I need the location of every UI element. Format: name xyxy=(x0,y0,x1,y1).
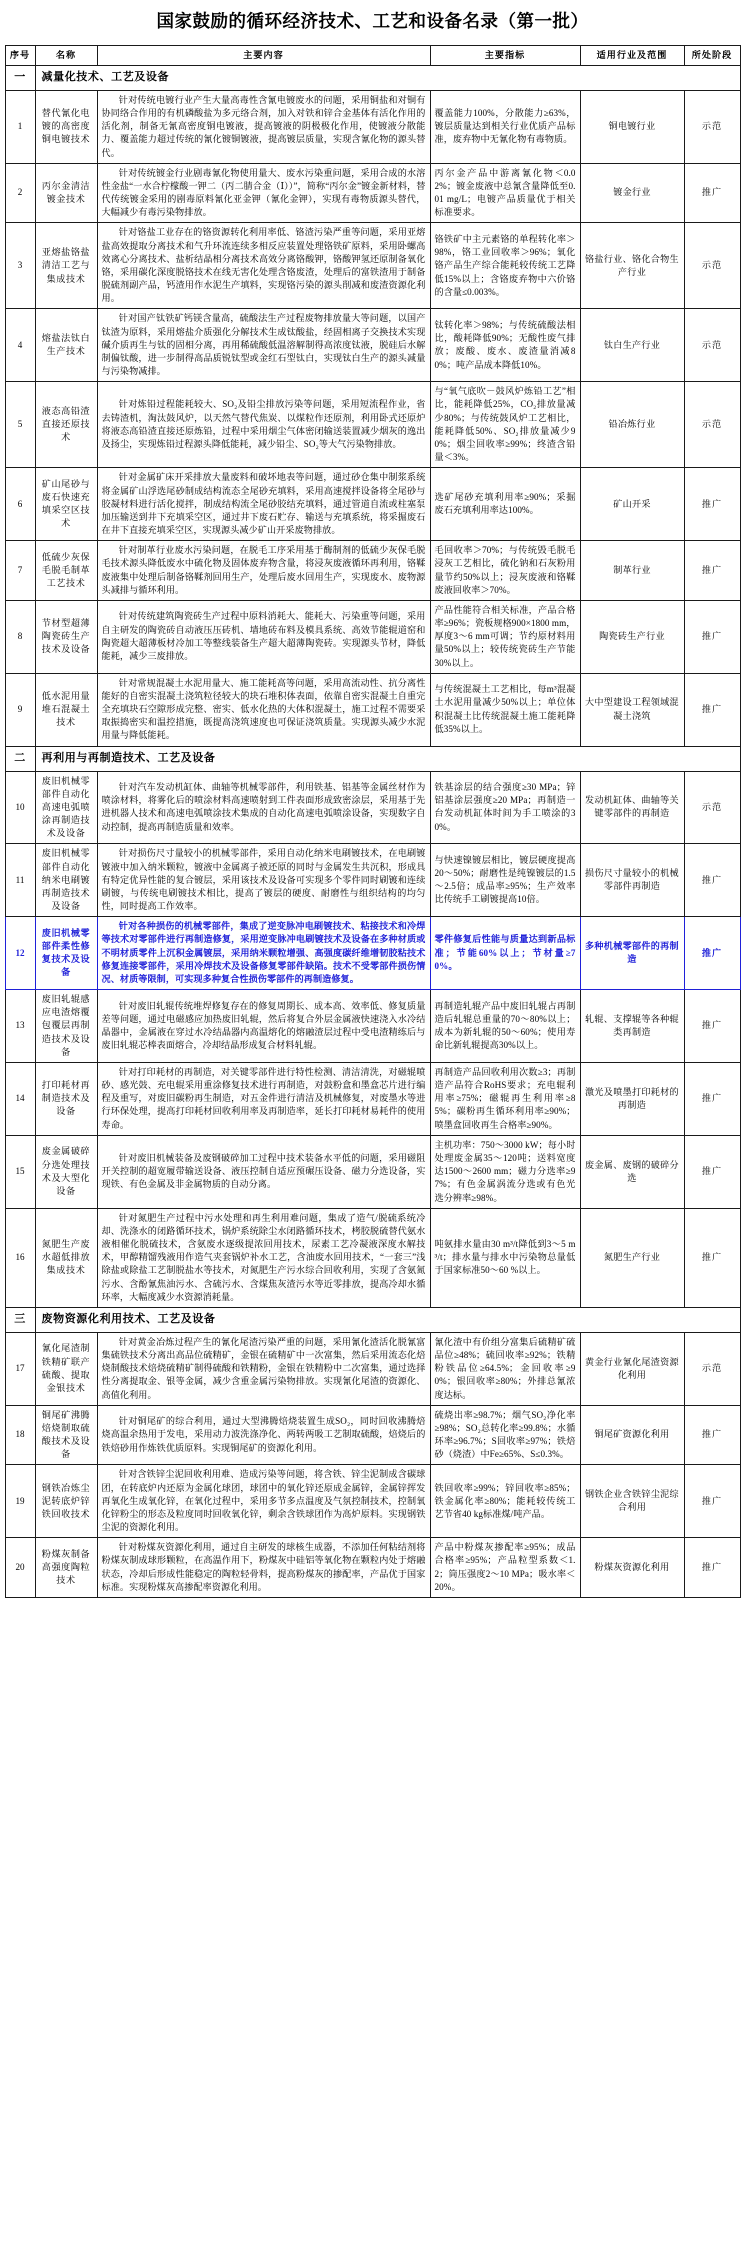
header-no: 序号 xyxy=(5,45,35,65)
row-main-index: 再制造轧辊产品中废旧轧辊占再制造后轧辊总重量的70～80%以上；成本为新轧辊的50～60%；使用寿命比新轧辊提高30%以上。 xyxy=(430,990,580,1063)
table-row xyxy=(5,309,740,382)
row-number: 15 xyxy=(5,1135,35,1208)
row-technology-name: 丙尔金清洁镀金技术 xyxy=(35,163,97,223)
row-technology-name: 钢铁冶炼尘泥转底炉锌铁回收技术 xyxy=(35,1465,97,1538)
row-main-content: 针对金属矿床开采排放大量废料和破坏地表等问题，通过砂仓集中制浆系统将金属矿山浮选尾砂制成结构流态全尾砂充填料，采用高速搅拌设备将全尾砂与胶凝材料进行活化搅拌，制成结构流全尾砂胶结充填料，通过管道自流或柱塞泵加压输送到井下充填采空区，通过井下废石贮存、输送与充填系统，将采掘废石在井下直接充填采空区，实现源头减少矿山开采废物排放。 xyxy=(97,468,430,541)
row-number: 2 xyxy=(5,163,35,223)
table-row xyxy=(5,673,740,746)
page-title: 国家鼓励的循环经济技术、工艺和设备名录（第一批） xyxy=(156,11,589,31)
row-stage: 推广 xyxy=(684,673,740,746)
row-stage: 推广 xyxy=(684,600,740,673)
row-main-index: 主机功率：750～3000 kW；每小时处理废金属35～120吨；送料宽度达1500～2600 mm；磁力分选率≥97%；有色金属涡流分选或有色光选分辨率≥98%。 xyxy=(430,1135,580,1208)
row-main-content: 针对汽车发动机缸体、曲轴等机械零部件，利用铁基、铝基等金属丝材作为喷涂材料，将雾化后的喷涂材料高速喷射到工件表面形成致密涂层，采用基于先进机器人技术和高速电弧喷涂技术集成的自动化高速电弧喷涂设备，实现数字自动控制，提高再制造质量和效率。 xyxy=(97,771,430,844)
row-applicable-industry: 粉煤灰资源化利用 xyxy=(580,1538,684,1598)
row-technology-name: 亚熔盐铬盐清洁工艺与集成技术 xyxy=(35,223,97,309)
row-applicable-industry: 损伤尺寸量较小的机械零部件再制造 xyxy=(580,844,684,917)
table-row xyxy=(5,1135,740,1208)
row-main-content: 针对铬盐工业存在的铬资源转化利用率低、铬渣污染严重等问题，采用亚熔盐高效提取分离技术和气升环流连续多相反应装置处理铬铁矿原料，采用卧螺高效离心分离技术、盐析结晶相分离技术高效分离铬酸钾，铬酸钾氢还原制备氧化铬，采用碳化深度脱铬技术在线无害化处理含铬废渣，处理后的富铁渣用于制备脱硫剂副产品，钙渣用作水泥生产填料，实现铬污染的源头削减和废渣资源化利用。 xyxy=(97,223,430,309)
row-technology-name: 打印耗材再制造技术及设备 xyxy=(35,1062,97,1135)
table-row xyxy=(5,1465,740,1538)
row-number: 7 xyxy=(5,541,35,601)
row-applicable-industry: 铅冶炼行业 xyxy=(580,382,684,468)
row-stage: 推广 xyxy=(684,990,740,1063)
row-number: 12 xyxy=(5,917,35,990)
table-header xyxy=(5,45,740,65)
table-row xyxy=(5,541,740,601)
section-header-row xyxy=(5,1307,740,1332)
row-stage: 推广 xyxy=(684,541,740,601)
table-row xyxy=(5,844,740,917)
row-number: 5 xyxy=(5,382,35,468)
row-technology-name: 液态高铅渣直接还原技术 xyxy=(35,382,97,468)
row-technology-name: 废旧机械零部件自动化纳米电刷镀再制造技术及设备 xyxy=(35,844,97,917)
row-main-content: 针对炼铅过程能耗较大、SO₂及铅尘排放污染等问题，采用短流程作业，省去铸渣机，淘汰鼓风炉，以天然气替代焦炭、以煤粒作还原剂，利用卧式还原炉将液态高铅渣直接还原炼铅，过程中采用烟尘气体密闭输送装置减少烟灰的逸出及扬尘，实现炼铅过程源头降低能耗，减少铅尘、SO₂等大气污染物排放。 xyxy=(97,382,430,468)
row-main-content: 针对国产钛铁矿钙镁含量高，硫酸法生产过程废物排放量大等问题，以国产钛渣为原料，采用熔盐介质强化分解技术生成钛酸盐，经固相离子交换技术实现碱介质再生与钛的固相分离，再用稀硫酸低温溶解制得高浓度钛液，脱硅后水解制偏钛酸，进一步制得高品质锐钛型或金红石型钛白，实现钛白生产的源头减量与污染物减排。 xyxy=(97,309,430,382)
row-stage: 推广 xyxy=(684,1062,740,1135)
row-applicable-industry: 镀金行业 xyxy=(580,163,684,223)
row-technology-name: 废金属破碎分选处理技术及大型化设备 xyxy=(35,1135,97,1208)
row-main-content: 针对黄金冶炼过程产生的氰化尾渣污染严重的问题，采用氰化渣活化脱氰富集硫铁技术分离出高品位硫精矿，金银在硫精矿中一次富集，然后采用流态化焙烧制酸技术焙烧硫精矿制得硫酸和铁精粉，金银在铁精粉中二次富集，通过选择性分离提取金、银等金属，减少含重金属污染物排放。实现氰化尾渣的资源化、高值化利用。 xyxy=(97,1332,430,1405)
table-row xyxy=(5,382,740,468)
row-main-content: 针对传统建筑陶瓷砖生产过程中原料消耗大、能耗大、污染重等问题，采用自主研发的陶瓷砖自动液压压砖机、墙地砖布料及模具系统、高效节能辊道窑和陶瓷超大超薄板材冷加工等整线装备生产超大超薄陶瓷砖。实现源头节材，降低能耗，减少三废排放。 xyxy=(97,600,430,673)
table-row xyxy=(5,990,740,1063)
row-number: 11 xyxy=(5,844,35,917)
row-number: 10 xyxy=(5,771,35,844)
row-applicable-industry: 大中型建设工程领域混凝土浇筑 xyxy=(580,673,684,746)
row-stage: 示范 xyxy=(684,90,740,163)
row-stage: 推广 xyxy=(684,844,740,917)
row-stage: 推广 xyxy=(684,1405,740,1465)
header-content: 主要内容 xyxy=(97,45,430,65)
table-row xyxy=(5,1208,740,1307)
row-applicable-industry: 陶瓷砖生产行业 xyxy=(580,600,684,673)
section-title: 再利用与再制造技术、工艺及设备 xyxy=(35,746,740,771)
row-technology-name: 低硫少灰保毛脱毛制革工艺技术 xyxy=(35,541,97,601)
row-main-index: 产品性能符合相关标准，产品合格率≥96%；瓷板规格900×1800 mm，厚度3～6 mm可调；节约原材料用量50%以上；较传统瓷砖生产节能30%以上。 xyxy=(430,600,580,673)
row-technology-name: 废旧机械零部件柔性修复技术及设备 xyxy=(35,917,97,990)
row-main-index: 与快速镍镀层相比，镀层硬度提高20～50%；耐磨性是纯镍镀层的1.5～2.5倍；成品率≥95%；生产效率比传统手工刷镀提高10倍。 xyxy=(430,844,580,917)
row-main-content: 针对制革行业废水污染问题，在脱毛工序采用基于酶制剂的低硫少灰保毛脱毛技术源头降低废水中硫化物及固体废弃物含量，将浸灰废液循环再利用，铬鞣废液集中处理后制备铬鞣剂回用生产，处理后废水回用生产，实现废水、废物源头减排与循环利用。 xyxy=(97,541,430,601)
row-main-index: 钛转化率＞98%；与传统硫酸法相比，酸耗降低90%；无酸性废气排放；废酸、废水、废渣量消减80%；吨产品成本降低10%。 xyxy=(430,309,580,382)
section-title: 废物资源化利用技术、工艺及设备 xyxy=(35,1307,740,1332)
section-header-row xyxy=(5,65,740,90)
row-number: 3 xyxy=(5,223,35,309)
row-main-index: 铁回收率≥99%；锌回收率≥85%；铁金属化率≥80%；能耗较传统工艺节省40 kg标准煤/吨产品。 xyxy=(430,1465,580,1538)
row-main-index: 选矿尾砂充填利用率≥90%；采掘废石充填利用率达100%。 xyxy=(430,468,580,541)
row-main-content: 针对废旧轧辊传统堆焊修复存在的修复周期长、成本高、效率低、修复质量差等问题，通过电磁感应加热废旧轧辊，然后将复合外层金属液快速浇入水冷结晶器中，金属液在穿过水冷结晶器内高温熔化的熔融渣层过程中受电渣精练后与废旧轧辊芯棒表面熔合，冷却结晶形成复合材料轧辊。 xyxy=(97,990,430,1063)
row-main-index: 零件修复后性能与质量达到新品标准；节能60%以上；节材量≥70%。 xyxy=(430,917,580,990)
row-main-content: 针对损伤尺寸量较小的机械零部件，采用自动化纳米电刷镀技术，在电刷镀镀液中加入纳米颗粒，镀液中金属离子被还原的同时与金属发生共沉积，形成具有特定优异性能的复合镀层，采用该技术及设备可实现多个零件同时刷镀和连续刷镀，与传统电刷镀技术相比，提高了镀层的硬度、耐磨性与组织结构的均匀性，同时提高工作效率。 xyxy=(97,844,430,917)
row-main-index: 吨氨排水量由30 m³/t降低到3～5 m³/t；排水量与排水中污染物总量低于国家标准50～60 %以上。 xyxy=(430,1208,580,1307)
row-number: 8 xyxy=(5,600,35,673)
row-technology-name: 替代氰化电镀的高密度铜电镀技术 xyxy=(35,90,97,163)
row-main-content: 针对废旧机械装备及废钢破碎加工过程中技术装备水平低的问题，采用磁阻开关控制的超宽履带输送设备、液压控制自适应预碾压设备、磁力分选设备，实现铁、有色金属及非金属物质的自动分离。 xyxy=(97,1135,430,1208)
row-applicable-industry: 轧辊、支撑辊等各种辊类再制造 xyxy=(580,990,684,1063)
row-technology-name: 低水泥用量堆石混凝土技术 xyxy=(35,673,97,746)
row-number: 20 xyxy=(5,1538,35,1598)
table-row xyxy=(5,1405,740,1465)
row-main-content: 针对氮肥生产过程中污水处理和再生利用难问题，集成了造气/脱硫系统冷却、洗涤水的闭路循环技术，锅炉系统除尘水闭路循环技术，栲胶脱硫替代氨水液相催化脱硫技术，含氨废水逐级提浓回用技术，尿素工艺冷凝液深度水解技术，甲醇精馏残液用作造气夹套锅炉补水工艺，含油废水回用技术，“一套三”浅除盐或除盐工艺制脱盐水等技术，对氮肥生产污水综合回收利用，实现了含氨氮污水、含酚氰焦油污水、含硫污水、含煤焦灰渣污水等近零排放，提高冷却水循环率，大幅度减少水资源消耗量。 xyxy=(97,1208,430,1307)
row-technology-name: 废旧机械零部件自动化高速电弧喷涂再制造技术及设备 xyxy=(35,771,97,844)
row-stage: 推广 xyxy=(684,468,740,541)
row-main-index: 与“氧气底吹－鼓风炉炼铅工艺”相比，能耗降低25%，CO₂排放量减少80%；与传统鼓风炉工艺相比，能耗降低50%、SO₂排放量减少90%；烟尘回收率≥99%；终渣含铅量＜3%。 xyxy=(430,382,580,468)
row-number: 6 xyxy=(5,468,35,541)
table-row xyxy=(5,600,740,673)
table-row xyxy=(5,90,740,163)
row-number: 4 xyxy=(5,309,35,382)
row-technology-name: 粉煤灰制备高强度陶粒技术 xyxy=(35,1538,97,1598)
row-stage: 推广 xyxy=(684,917,740,990)
header-name: 名称 xyxy=(35,45,97,65)
row-main-content: 针对含铁锌尘泥回收利用难、造成污染等问题，将含铁、锌尘泥制成含碳球团，在转底炉内还原为金属化球团，球团中的氧化锌还原成金属锌，金属锌挥发再氧化生成氧化锌，在氧化过程中，采用多节多点温度及气氛控制技术，控制氧化锌粉尘的形态及粒度同时回收氧化锌，剩余含铁球团作为高炉原料。实现钢铁尘泥的资源化利用。 xyxy=(97,1465,430,1538)
row-number: 1 xyxy=(5,90,35,163)
section-number: 三 xyxy=(5,1307,35,1332)
section-number: 二 xyxy=(5,746,35,771)
row-technology-name: 氰化尾渣制铁精矿联产硫酸、提取金银技术 xyxy=(35,1332,97,1405)
row-number: 19 xyxy=(5,1465,35,1538)
row-main-index: 铬铁矿中主元素铬的单程转化率＞98%，铬工业回收率＞96%；氧化铬产品生产综合能耗较传统工艺降低15%以上；含铬废弃物中六价铬的含量≤0.003%。 xyxy=(430,223,580,309)
row-main-index: 毛回收率＞70%；与传统毁毛脱毛浸灰工艺相比，硫化钠和石灰粉用量节约50%以上；浸灰废液和铬鞣废液回收率＞70%。 xyxy=(430,541,580,601)
header-stage: 所处阶段 xyxy=(684,45,740,65)
row-stage: 推广 xyxy=(684,1208,740,1307)
table-row xyxy=(5,223,740,309)
row-stage: 示范 xyxy=(684,223,740,309)
row-applicable-industry: 钢铁企业含铁锌尘泥综合利用 xyxy=(580,1465,684,1538)
row-main-index: 覆盖能力100%，分散能力≥63%，镀层质量达到相关行业优质产品标准，废弃物中无氰化物有毒物质。 xyxy=(430,90,580,163)
row-number: 17 xyxy=(5,1332,35,1405)
row-technology-name: 废旧轧辊感应电渣熔覆包覆层再制造技术及设备 xyxy=(35,990,97,1063)
row-main-content: 针对传统镀金行业剧毒氰化物使用量大、废水污染重问题，采用合成的水溶性金盐“一水合柠檬酸一钾二（丙二腈合金（Ⅰ））”，简称“丙尔金”镀金新材料，替代传统镀金采用的剧毒原料氰化亚金钾（氰化金钾），实现有毒物质源头替代，大幅减少有毒污染物排放。 xyxy=(97,163,430,223)
row-stage: 示范 xyxy=(684,309,740,382)
row-main-index: 铁基涂层的结合强度≥30 MPa；锌铝基涂层强度≥20 MPa；再制造一台发动机缸体时间为手工喷涂的30%。 xyxy=(430,771,580,844)
row-main-index: 与传统混凝土工艺相比，每m³混凝土水泥用量减少50%以上；单位体积混凝土比传统混凝土施工能耗降低35%以上。 xyxy=(430,673,580,746)
row-main-content: 针对粉煤灰资源化利用，通过自主研发的球核生成器，不添加任何粘结剂将粉煤灰制成球形颗粒，在高温作用下，粉煤灰中硅铝等氧化物在颗粒内处于熔融状态，冷却后形成性能稳定的陶粒轻骨料，提高粉煤灰的掺配率，产品优于国家标准。实现粉煤灰高掺配率资源化利用。 xyxy=(97,1538,430,1598)
row-technology-name: 铜尾矿沸腾焙烧制取硫酸技术及设备 xyxy=(35,1405,97,1465)
header-industry: 适用行业及范围 xyxy=(580,45,684,65)
row-applicable-industry: 钛白生产行业 xyxy=(580,309,684,382)
row-number: 13 xyxy=(5,990,35,1063)
row-applicable-industry: 发动机缸体、曲轴等关键零部件的再制造 xyxy=(580,771,684,844)
table-row xyxy=(5,163,740,223)
row-applicable-industry: 黄金行业氰化尾渣资源化利用 xyxy=(580,1332,684,1405)
row-number: 9 xyxy=(5,673,35,746)
row-stage: 示范 xyxy=(684,771,740,844)
section-title: 减量化技术、工艺及设备 xyxy=(35,65,740,90)
row-main-content: 针对各种损伤的机械零部件，集成了逆变脉冲电刷镀技术、粘接技术和冷焊等技术对零部件进行再制造修复，采用逆变脉冲电刷镀技术及设备在多种材质或不明材质零件上沉积金属镀层，采用纳米颗粒增强、高强度碳纤维增韧胶粘技术修复连接零部件，采用冷焊技术及设备修复零部件缺陷。技术不受零部件损伤情况、材质等限制，可实现多种复合性损伤零部件的再制造修复。 xyxy=(97,917,430,990)
row-applicable-industry: 铜电镀行业 xyxy=(580,90,684,163)
row-technology-name: 矿山尾砂与废石快速充填采空区技术 xyxy=(35,468,97,541)
row-applicable-industry: 制革行业 xyxy=(580,541,684,601)
row-main-content: 针对常规混凝土水泥用量大、施工能耗高等问题，采用高流动性、抗分离性能好的自密实混凝土浇筑粒径较大的块石堆积体表面，依靠自密实混凝土自重完全充填块石空隙形成完整、密实、低水化热的大体积混凝土，施工过程不需要采取振捣密实和温控措施，既提高浇筑速度也可保证浇筑质量。实现源头减少水泥用量与降低能耗。 xyxy=(97,673,430,746)
row-applicable-industry: 氮肥生产行业 xyxy=(580,1208,684,1307)
row-technology-name: 熔盐法钛白生产技术 xyxy=(35,309,97,382)
row-stage: 推广 xyxy=(684,1538,740,1598)
header-index: 主要指标 xyxy=(430,45,580,65)
row-stage: 推广 xyxy=(684,1465,740,1538)
row-number: 18 xyxy=(5,1405,35,1465)
row-applicable-industry: 多种机械零部件的再制造 xyxy=(580,917,684,990)
section-header-row xyxy=(5,746,740,771)
row-stage: 推广 xyxy=(684,1135,740,1208)
row-stage: 示范 xyxy=(684,1332,740,1405)
table-row xyxy=(5,468,740,541)
row-main-content: 针对铜尾矿的综合利用，通过大型沸腾焙烧装置生成SO₂，同时回收沸腾焙烧高温余热用于发电，采用动力波洗涤净化、两转两吸工艺制取硫酸，焙烧后的铁焙砂用作炼铁优质原料。实现铜尾矿的资源化利用。 xyxy=(97,1405,430,1465)
table-row xyxy=(5,1062,740,1135)
row-stage: 示范 xyxy=(684,382,740,468)
table-row xyxy=(5,1332,740,1405)
row-number: 16 xyxy=(5,1208,35,1307)
row-main-content: 针对传统电镀行业产生大量高毒性含氰电镀废水的问题，采用铜盐和对铜有协同络合作用的有机磷酸盐为多元络合剂，加入对铁和锌合金基体有活化作用的活化剂，制备无氰高密度铜电镀液，提高镀液的阴极极化作用，使镀液分散能力、覆盖能力超过传统的氰化镀铜镀液，提高镀层质量，实现含氰化物的源头替代。 xyxy=(97,90,430,163)
row-main-index: 再制造产品回收利用次数≥3；再制造产品符合RoHS要求；充电辊利用率≥75%；磁辊再生利用率≥85%；碳粉再生循环利用率≥90%；喷墨盒回收再生合格率≥90%。 xyxy=(430,1062,580,1135)
row-main-index: 氰化渣中有价组分富集后硫精矿硫品位≥48%；硫回收率≥92%；铁精粉铁品位≥64.5%；金回收率≥90%；银回收率≥80%；外排总氰浓度达标。 xyxy=(430,1332,580,1405)
row-technology-name: 节材型超薄陶瓷砖生产技术及设备 xyxy=(35,600,97,673)
header-row xyxy=(5,45,740,65)
row-applicable-industry: 铬盐行业、铬化合物生产行业 xyxy=(580,223,684,309)
row-number: 14 xyxy=(5,1062,35,1135)
table-row xyxy=(5,1538,740,1598)
catalog-table xyxy=(5,45,741,1598)
row-main-index: 硫烧出率≥98.7%；烟气SO₂净化率≥98%；SO₂总转化率≥99.8%；水循环率≥96.7%；S回收率≥97%；铁焙砂（烧渣）中Fe≥65%、S≤0.3%。 xyxy=(430,1405,580,1465)
row-stage: 推广 xyxy=(684,163,740,223)
row-main-index: 丙尔金产品中游离氰化物＜0.02%；镀金废液中总氰含量降低至0.01 mg/L；电镀产品质量优于相关标准要求。 xyxy=(430,163,580,223)
row-applicable-industry: 激光及喷墨打印耗材的再制造 xyxy=(580,1062,684,1135)
row-technology-name: 氮肥生产废水超低排放集成技术 xyxy=(35,1208,97,1307)
section-number: 一 xyxy=(5,65,35,90)
row-main-index: 产品中粉煤灰掺配率≥95%；成品合格率≥95%；产品粒型系数＜1.2；筒压强度2～10 MPa；吸水率＜20%。 xyxy=(430,1538,580,1598)
table-row xyxy=(5,917,740,990)
table-row xyxy=(5,771,740,844)
row-applicable-industry: 铜尾矿资源化利用 xyxy=(580,1405,684,1465)
row-applicable-industry: 矿山开采 xyxy=(580,468,684,541)
row-main-content: 针对打印耗材的再制造，对关键零部件进行特性检测、清洁清洗，对磁辊喷砂、感光鼓、充电辊采用重涂修复技术进行再制造，对鼓粉盒和墨盒芯片进行编程及重写，对废旧碳粉再生制造，对五金件进行清洁及机械修复，对废墨水等进行环保处理，提高打印耗材回收利用率及再制造率，延长打印耗材易耗件的使用寿命。 xyxy=(97,1062,430,1135)
row-applicable-industry: 废金属、废钢的破碎分选 xyxy=(580,1135,684,1208)
table-body xyxy=(5,65,740,1597)
